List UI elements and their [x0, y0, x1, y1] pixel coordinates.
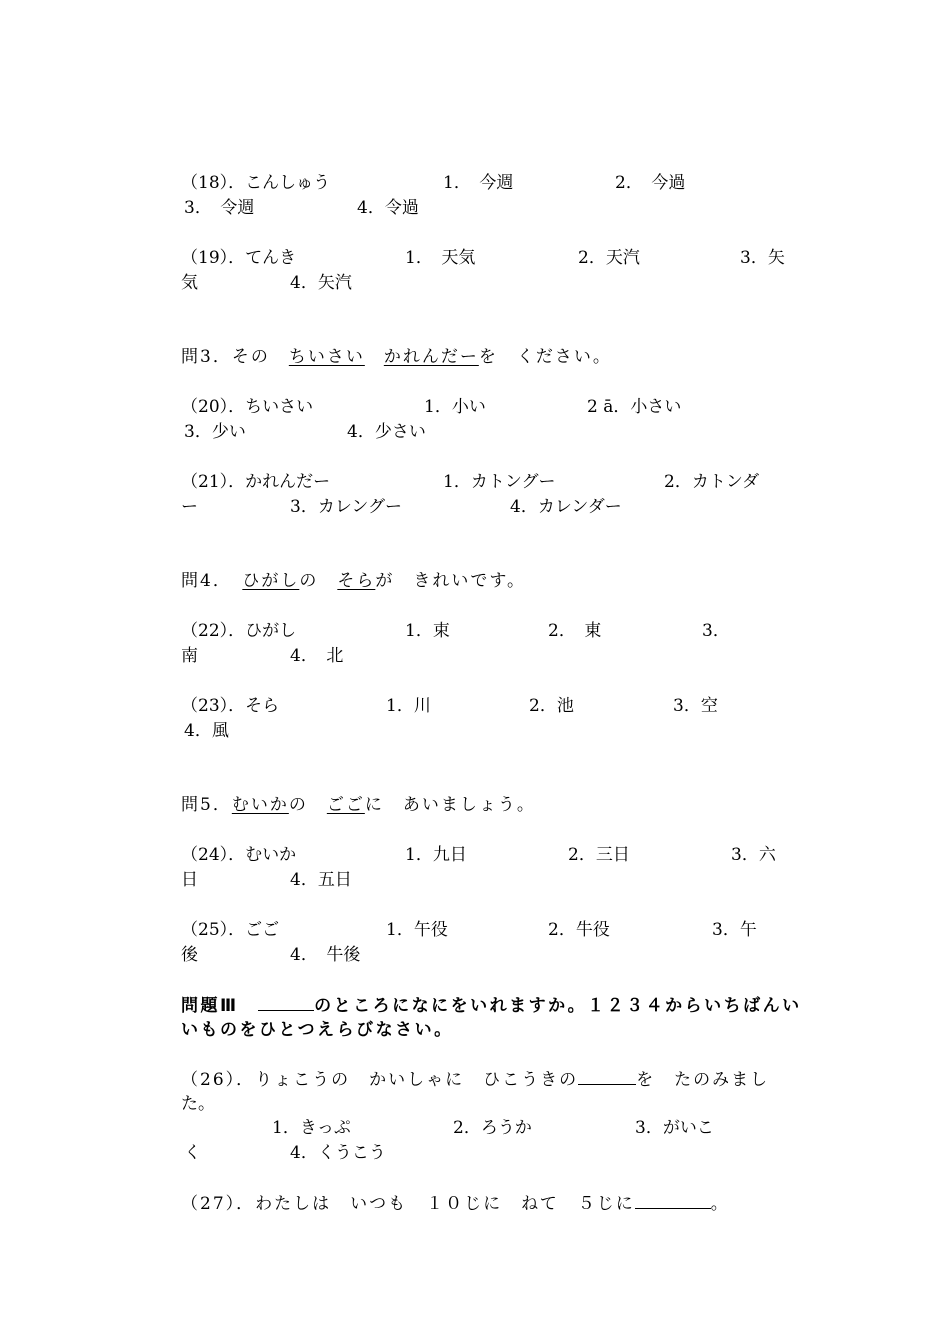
- choice-1: 1．きっぷ: [272, 1118, 351, 1138]
- choice-4: 4．くうこう: [290, 1143, 386, 1163]
- question-21-number: （21）．かれんだー: [181, 472, 331, 492]
- answer-blank: [578, 1067, 636, 1085]
- choice-2: 2．ろうか: [453, 1118, 532, 1138]
- choice-2: 2．三日: [568, 845, 630, 865]
- underlined-word: ちいさい: [288, 347, 365, 367]
- mondai3-label: 問題Ⅲ: [181, 996, 259, 1016]
- choice-3-continued: 日: [181, 870, 198, 890]
- choice-3: 3．空: [673, 696, 718, 716]
- choice-4: 4．風: [184, 721, 229, 741]
- mondai3-instruction: のところになにをいれますか。１２３４からいちばんい: [314, 996, 802, 1016]
- underlined-word: かれんだー: [383, 347, 479, 367]
- mondai3-instruction-continued: いものをひとつえらびなさい。: [181, 1020, 454, 1040]
- choice-2: 2． 今過: [615, 173, 686, 193]
- choice-2: 2．牛役: [548, 920, 610, 940]
- blank-line: [258, 993, 314, 1011]
- choice-3: 3．カレングー: [290, 497, 403, 517]
- choice-4: 4．矢汽: [290, 273, 352, 293]
- question-24-number: （24）．むいか: [181, 845, 297, 865]
- underlined-word: ひがし: [242, 571, 300, 591]
- choice-3-continued: 気: [181, 273, 198, 293]
- question-26-stem: （26）．りょこうの かいしゃに ひこうきの を たのみまし: [181, 1067, 769, 1093]
- section-heading-mon4: 問4． ひがしの そらが きれいです。: [181, 571, 526, 591]
- question-27-stem: （27）．わたしは いつも １０じに ねて ５じに 。: [181, 1191, 730, 1217]
- choice-3: 3．午: [712, 920, 757, 940]
- question-23-number: （23）．そら: [181, 696, 280, 716]
- choice-2: 2．天汽: [578, 248, 640, 268]
- choice-4: 4． 牛後: [290, 945, 361, 965]
- choice-1: 1．午役: [386, 920, 448, 940]
- choice-2: 2．カトンダ: [664, 472, 760, 492]
- choice-3-continued: 後: [181, 945, 198, 965]
- choice-1: 1． 天気: [405, 248, 476, 268]
- question-22-number: （22）．ひがし: [181, 621, 297, 641]
- choice-3: 3．少い: [184, 422, 246, 442]
- choice-3: 3． 令週: [184, 198, 255, 218]
- choice-3: 3．六: [731, 845, 776, 865]
- choice-4: 4． 北: [290, 646, 344, 666]
- choice-4: 4．少さい: [347, 422, 426, 442]
- choice-3-continued: く: [184, 1143, 201, 1163]
- underlined-word: そら: [337, 571, 376, 591]
- section-heading-mon3: 問3．その ちいさい かれんだーを ください。: [181, 347, 612, 367]
- choice-1: 1．小い: [424, 397, 486, 417]
- section-heading-mon5: 問5．むいかの ごごに あいましょう。: [181, 795, 536, 815]
- choice-1: 1．束: [405, 621, 450, 641]
- question-19-number: （19）．てんき: [181, 248, 297, 268]
- choice-4: 4．令過: [357, 198, 419, 218]
- choice-3: 3．がいこ: [635, 1118, 714, 1138]
- question-26-stem-continued: た。: [181, 1094, 215, 1114]
- choice-1: 1．九日: [405, 845, 467, 865]
- choice-4: 4．カレンダー: [510, 497, 622, 517]
- choice-2: 2．池: [529, 696, 574, 716]
- choice-3: 3．矢: [740, 248, 785, 268]
- choice-1: 1． 今週: [443, 173, 514, 193]
- answer-blank: [635, 1191, 711, 1209]
- choice-3-continued: 南: [181, 646, 198, 666]
- choice-1: 1．カトングー: [443, 472, 556, 492]
- question-25-number: （25）．ごご: [181, 920, 280, 940]
- question-18-number: （18）．こんしゅう: [181, 173, 331, 193]
- choice-1: 1．川: [386, 696, 431, 716]
- choice-4: 4．五日: [290, 870, 352, 890]
- choice-2-continued: ー: [181, 497, 198, 517]
- choice-2: 2 ā．小さい: [587, 397, 682, 417]
- underlined-word: むいか: [231, 795, 289, 815]
- underlined-word: ごご: [326, 795, 365, 815]
- choice-2: 2． 東: [548, 621, 602, 641]
- question-20-number: （20）．ちいさい: [181, 397, 314, 417]
- choice-3: 3．: [702, 621, 730, 641]
